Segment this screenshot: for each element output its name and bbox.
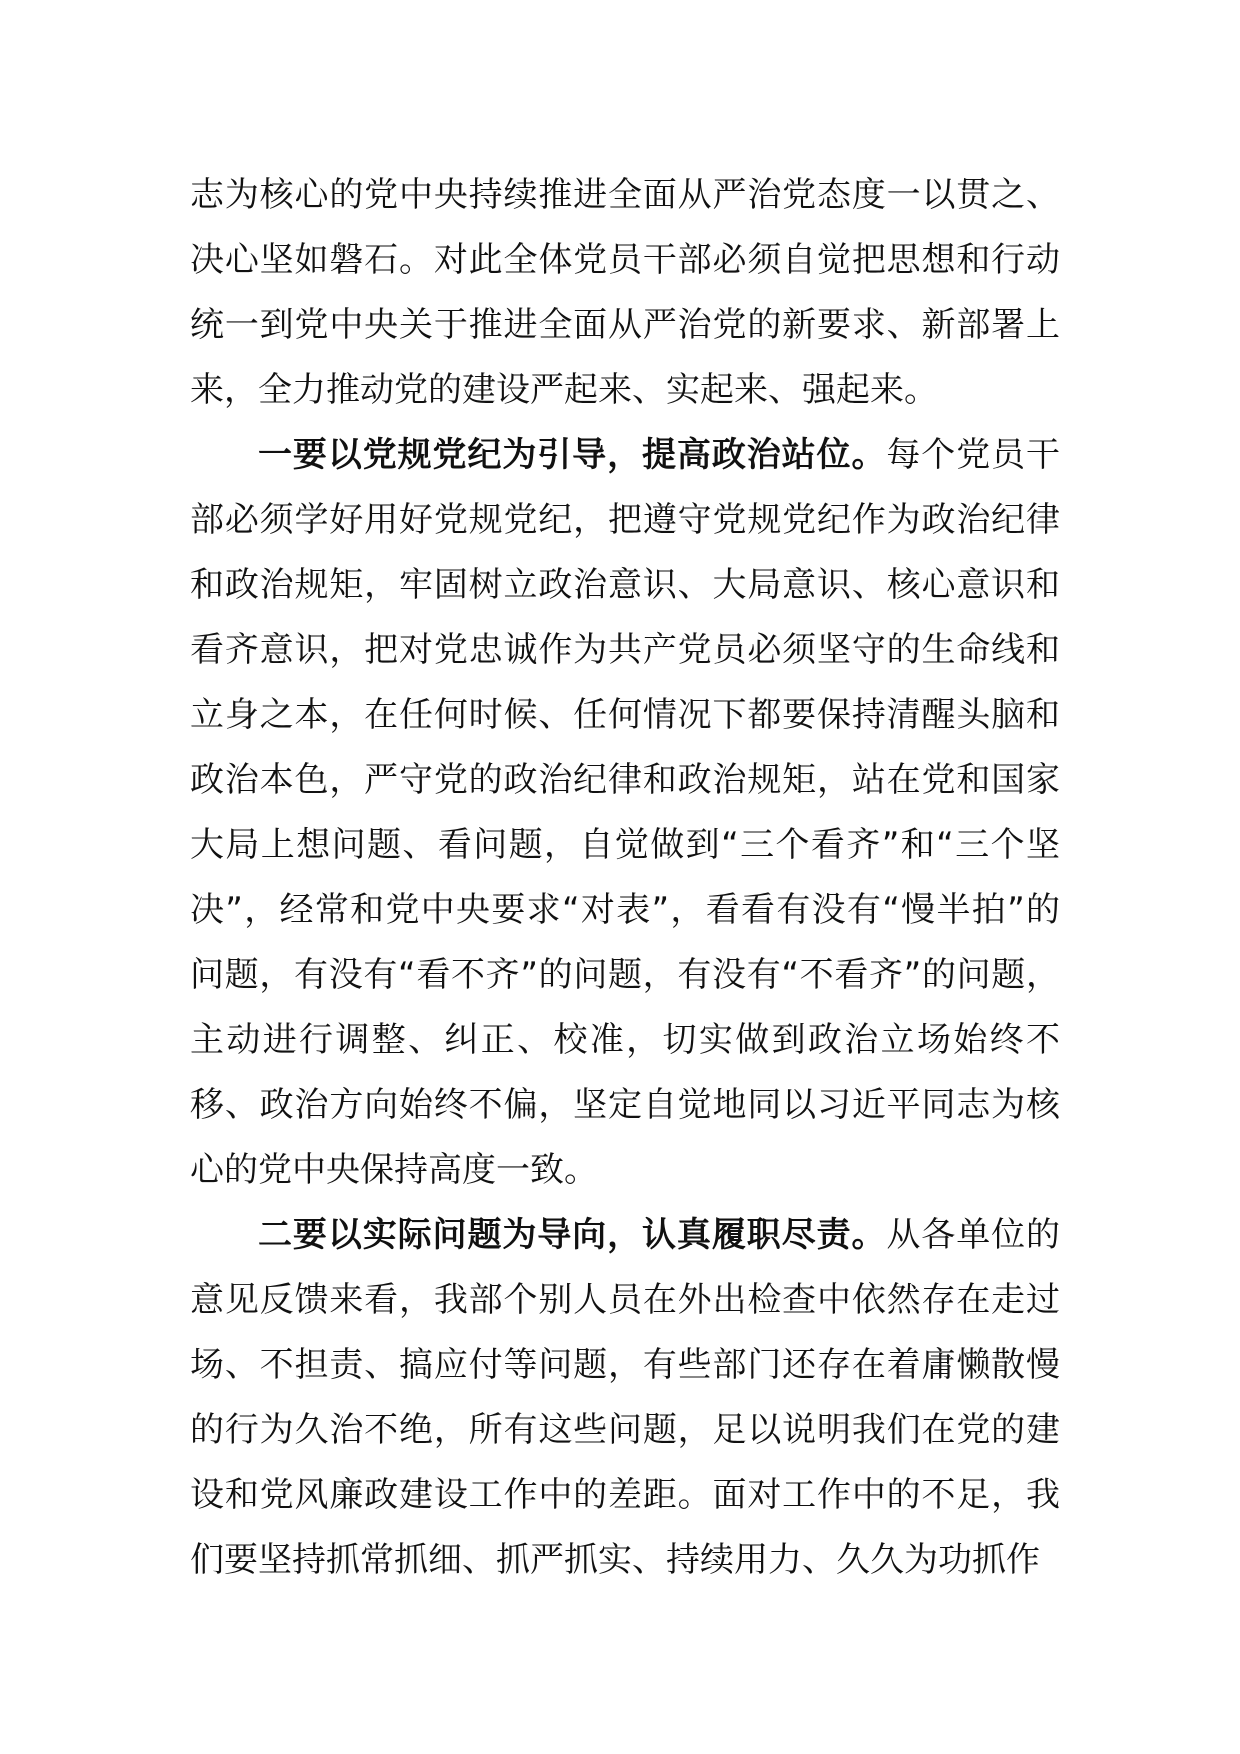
paragraph-1 [190,163,1060,423]
paragraph-3-lead: 二要以实际问题为导向，认真履职尽责。 [258,1215,887,1255]
paragraph-3-text: 从各单位的意见反馈来看，我部个别人员在外出检查中依然存在走过场、不担责、搞应付等问题，有些部门还存在着庸懒散慢的行为久治不绝，所有这些问题，足以说明我们在党的建设和党风廉政建设工作中的差距。面对工作中的不足，我们要坚持抓常抓细、抓严抓实、持续用力、久久为功抓作 [190,1215,1061,1580]
paragraph-2-text: 每个党员干部必须学好用好党规党纪，把遵守党规党纪作为政治纪律和政治规矩，牢固树立政治意识、大局意识、核心意识和看齐意识，把对党忠诚作为共产党员必须坚守的生命线和立身之本，在任何时候、任何情况下都要保持清醒头脑和政治本色，严守党的政治纪律和政治规矩，站在党和国家大局上想问题、看问题，自觉做到“三个看齐”和“三个坚决”，经常和党中央要求“对表”，看看有没有“慢半拍”的问题，有没有“看不齐”的问题，有没有“不看齐”的问题，主动进行调整、纠正、校准，切实做到政治立场始终不移、政治方向始终不偏，坚定自觉地同以习近平同志为核心的党中央保持高度一致。 [190,435,1061,1190]
paragraph-2-lead: 一要以党规党纪为引导，提高政治站位。 [258,435,887,475]
paragraph-3 [190,1203,1060,1593]
paragraph-1-text: 志为核心的党中央持续推进全面从严治党态度一以贯之、决心坚如磐石。对此全体党员干部必须自觉把思想和行动统一到党中央关于推进全面从严治党的新要求、新部署上来，全力推动党的建设严起来、实起来、强起来。 [190,175,1060,410]
paragraph-2 [190,423,1060,1203]
document-page [190,163,1060,1593]
